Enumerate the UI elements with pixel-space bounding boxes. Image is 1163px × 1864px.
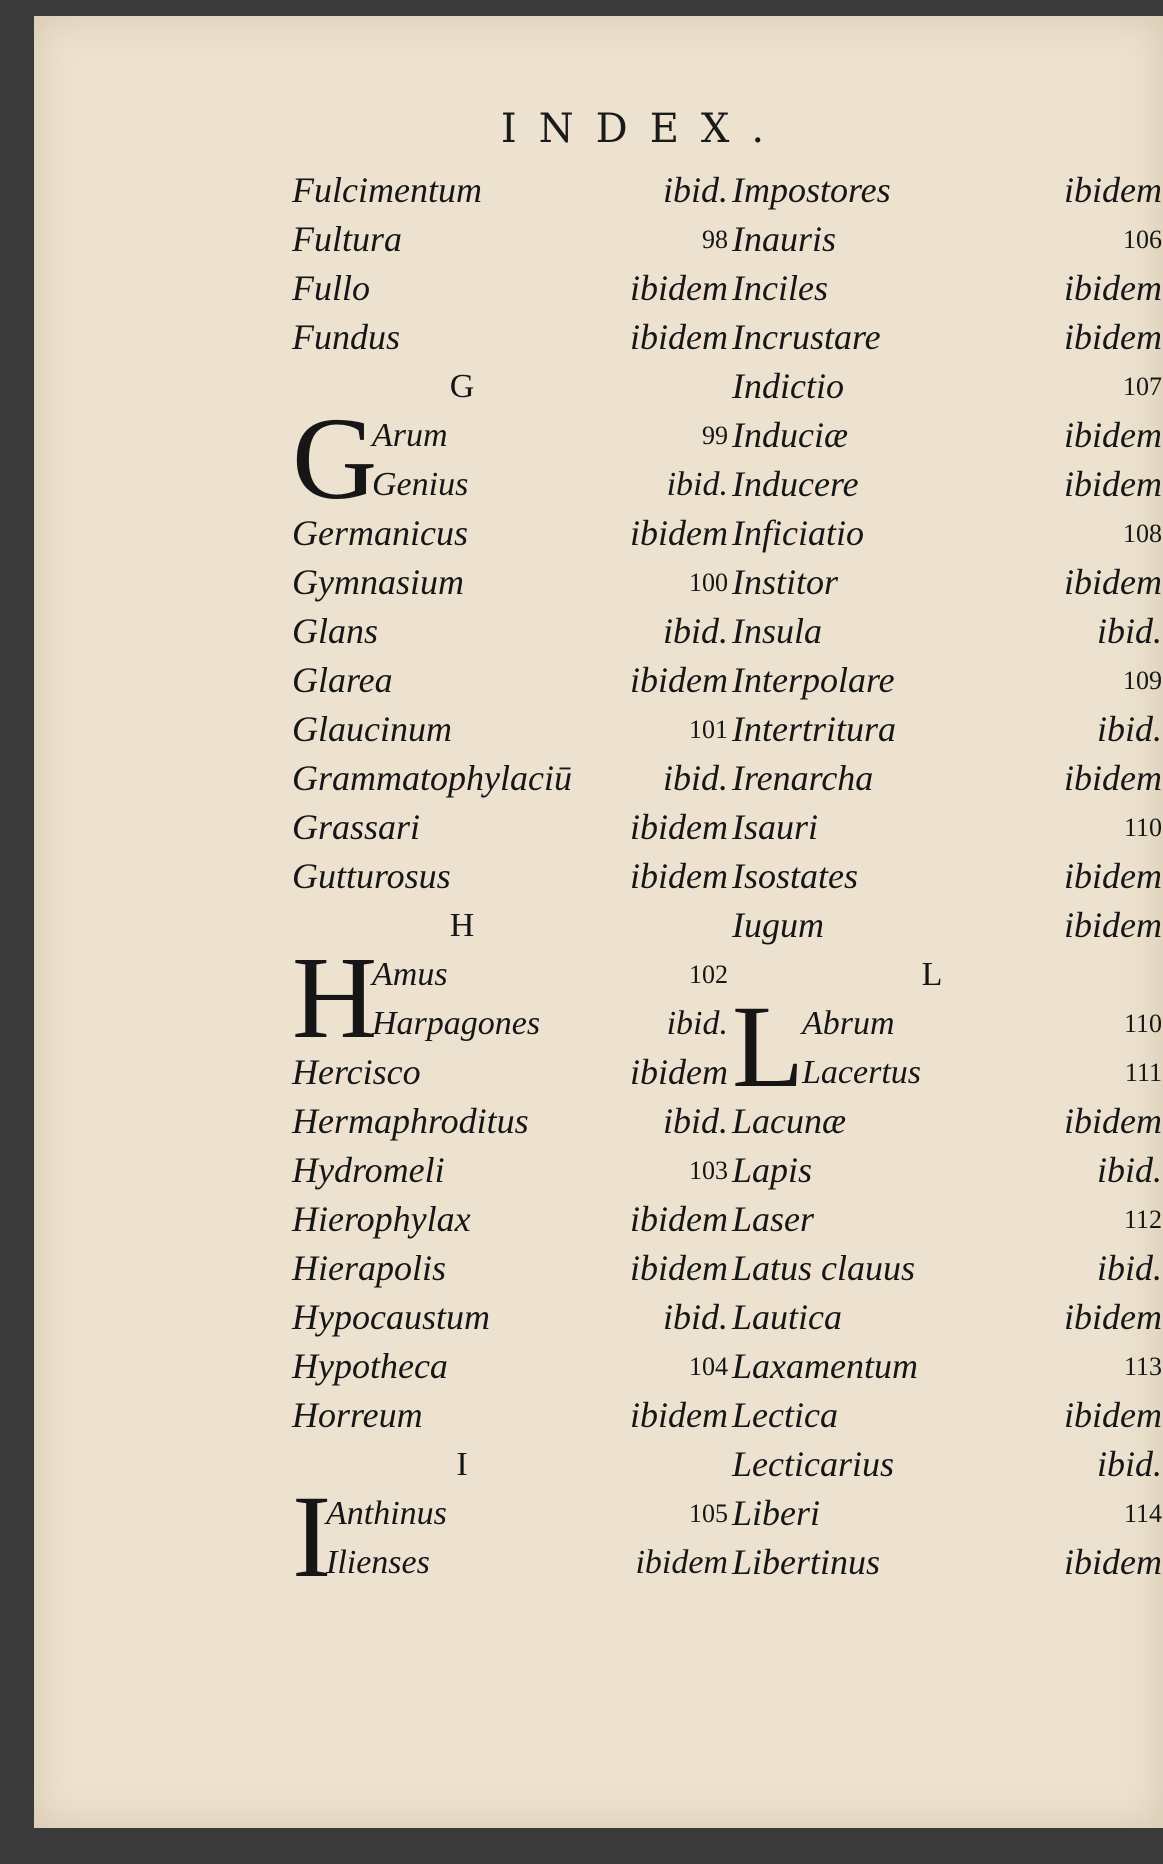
entry-page-ref: ibidem xyxy=(1064,1101,1162,1141)
entry-page-ref: ibid. xyxy=(1096,611,1162,651)
entry-term: Glarea xyxy=(292,660,393,700)
entry-term: Fultura xyxy=(292,219,403,259)
index-entry xyxy=(292,313,752,362)
entry-term: Inducere xyxy=(732,464,859,504)
entry-page-ref: ibid. xyxy=(1096,1248,1162,1288)
index-entry xyxy=(732,754,1163,803)
index-entry xyxy=(292,1538,752,1587)
entry-term: Induciæ xyxy=(732,415,848,455)
entry-term: Horreum xyxy=(292,1395,423,1435)
entry-page-ref: ibidem xyxy=(630,660,728,700)
entry-page-ref: 99 xyxy=(702,421,728,450)
entry-term: Interpolare xyxy=(732,660,895,700)
entry-page-ref: 114 xyxy=(1123,1499,1162,1528)
entry-page-ref: ibid. xyxy=(662,758,728,798)
entry-term: Insula xyxy=(732,611,822,651)
entry-page-ref: 100 xyxy=(689,568,728,597)
entry-page-ref: ibid. xyxy=(1096,1150,1162,1190)
index-entry xyxy=(732,166,1163,215)
entry-page-ref: ibid. xyxy=(1096,1444,1162,1484)
entry-term: Fundus xyxy=(292,317,400,357)
entry-page-ref: ibidem xyxy=(1064,170,1162,210)
entry-term: Isostates xyxy=(732,856,858,896)
entry-term: Inciles xyxy=(732,268,828,308)
entry-page-ref: ibidem xyxy=(1064,758,1162,798)
index-entry xyxy=(292,656,752,705)
entry-term: Hydromeli xyxy=(292,1150,445,1190)
index-entry xyxy=(732,705,1163,754)
entry-page-ref: ibid. xyxy=(662,170,728,210)
index-entry xyxy=(732,1489,1163,1538)
index-entry xyxy=(292,705,752,754)
entry-term: Germanicus xyxy=(292,513,468,553)
entry-page-ref: 107 xyxy=(1123,372,1162,401)
section-letter: G xyxy=(449,368,475,405)
index-entry xyxy=(732,313,1163,362)
index-entry xyxy=(732,803,1163,852)
index-entry xyxy=(292,1293,752,1342)
entry-term: Gutturosus xyxy=(292,856,451,896)
index-entry xyxy=(732,999,1163,1048)
entry-term: Arum xyxy=(372,417,448,454)
drop-cap-initial: L xyxy=(732,981,805,1112)
entry-term: Intertritura xyxy=(732,709,897,749)
section-letter: I xyxy=(456,1446,468,1483)
entry-page-ref: ibidem xyxy=(1064,562,1162,602)
index-entry xyxy=(292,852,752,901)
entry-term: Impostores xyxy=(732,170,891,210)
entry-term: Lectica xyxy=(732,1395,838,1435)
index-entry xyxy=(292,1048,752,1097)
entry-term: Gymnasium xyxy=(292,562,464,602)
index-entry xyxy=(292,607,752,656)
index-entry xyxy=(732,852,1163,901)
page-title: INDEX. xyxy=(500,106,787,152)
entry-page-ref: ibidem xyxy=(1064,317,1162,357)
entry-term: Hercisco xyxy=(292,1052,421,1092)
drop-cap-block xyxy=(292,1471,752,1602)
entry-term: Incrustare xyxy=(732,317,881,357)
index-entry xyxy=(292,215,752,264)
index-entry xyxy=(292,1489,752,1538)
index-entry xyxy=(732,901,1163,950)
index-entry xyxy=(732,264,1163,313)
entry-page-ref: ibidem xyxy=(630,317,728,357)
index-entry xyxy=(732,1195,1163,1244)
entry-term: Hypocaustum xyxy=(292,1297,490,1337)
entry-page-ref: 101 xyxy=(689,715,728,744)
entry-term: Laxamentum xyxy=(732,1346,918,1386)
index-column-left xyxy=(292,166,752,1602)
index-entry xyxy=(732,1391,1163,1440)
entry-term: Irenarcha xyxy=(732,758,874,798)
entry-term: Isauri xyxy=(732,807,819,847)
book-page xyxy=(34,16,1163,1828)
entry-term: Inauris xyxy=(732,219,837,259)
index-entry xyxy=(292,1391,752,1440)
index-entry xyxy=(292,166,752,215)
drop-cap-initial: H xyxy=(292,932,378,1063)
drop-cap-block xyxy=(292,932,752,1063)
entry-term: Glans xyxy=(292,611,379,651)
index-entry xyxy=(732,607,1163,656)
entry-term: Harpagones xyxy=(372,1005,541,1042)
index-entry xyxy=(732,1048,1163,1097)
entry-term: Fullo xyxy=(292,268,370,308)
entry-page-ref: ibidem xyxy=(1064,415,1162,455)
entry-term: Libertinus xyxy=(732,1542,881,1582)
index-entry xyxy=(732,656,1163,705)
entry-page-ref: ibidem xyxy=(630,807,728,847)
entry-term: Glaucinum xyxy=(292,709,452,749)
entry-page-ref: 103 xyxy=(689,1156,728,1185)
index-entry xyxy=(292,950,752,999)
entry-page-ref: ibidem xyxy=(630,513,728,553)
entry-page-ref: ibidem xyxy=(1064,1395,1162,1435)
index-entry xyxy=(292,558,752,607)
entry-page-ref: ibid. xyxy=(662,611,728,651)
index-entry xyxy=(732,509,1163,558)
entry-term: Grassari xyxy=(292,807,421,847)
entry-term: Lecticarius xyxy=(732,1444,894,1484)
drop-cap-initial: I xyxy=(292,1471,332,1602)
index-entry xyxy=(732,1244,1163,1293)
index-entry xyxy=(292,1146,752,1195)
entry-term: Liberi xyxy=(732,1493,821,1533)
entry-term: Lacunæ xyxy=(732,1101,847,1141)
index-entry xyxy=(292,411,752,460)
entry-term: Lautica xyxy=(732,1297,843,1337)
section-letter: H xyxy=(449,907,475,944)
entry-term: Lacertus xyxy=(802,1054,921,1091)
index-entry xyxy=(732,411,1163,460)
entry-page-ref: 113 xyxy=(1123,1352,1162,1381)
entry-page-ref: ibid. xyxy=(1096,709,1162,749)
entry-page-ref: ibidem xyxy=(630,1248,728,1288)
index-entry xyxy=(732,1440,1163,1489)
drop-cap-block xyxy=(732,981,1163,1112)
drop-cap-block xyxy=(292,393,752,524)
section-letter: L xyxy=(921,956,943,993)
entry-page-ref: ibidem xyxy=(1064,905,1162,945)
index-entry xyxy=(732,215,1163,264)
entry-term: Genius xyxy=(372,466,469,503)
entry-page-ref: ibidem xyxy=(1064,464,1162,504)
index-entry xyxy=(732,1146,1163,1195)
entry-term: Hierophylax xyxy=(292,1199,471,1239)
entry-page-ref: 102 xyxy=(689,960,728,989)
drop-cap-initial: G xyxy=(292,393,378,524)
entry-page-ref: ibidem xyxy=(1064,1542,1162,1582)
index-entry xyxy=(292,509,752,558)
entry-term: Hypotheca xyxy=(292,1346,448,1386)
entry-page-ref: ibidem xyxy=(1064,1297,1162,1337)
entry-term: Lapis xyxy=(732,1150,813,1190)
entry-page-ref: 109 xyxy=(1123,666,1162,695)
entry-term: Fulcimentum xyxy=(292,170,482,210)
entry-page-ref: ibid. xyxy=(666,1005,728,1042)
entry-page-ref: 108 xyxy=(1123,519,1162,548)
index-entry xyxy=(292,803,752,852)
entry-term: Latus clauus xyxy=(732,1248,916,1288)
index-entry xyxy=(292,999,752,1048)
entry-term: Ilienses xyxy=(326,1544,430,1581)
index-entry xyxy=(732,460,1163,509)
index-entry xyxy=(732,362,1163,411)
index-entry xyxy=(732,1293,1163,1342)
entry-page-ref: ibid. xyxy=(666,466,728,503)
entry-page-ref: 105 xyxy=(689,1499,728,1528)
entry-page-ref: ibid. xyxy=(662,1101,728,1141)
index-entry xyxy=(732,558,1163,607)
index-entry xyxy=(732,1538,1163,1587)
entry-term: Amus xyxy=(372,956,448,993)
entry-page-ref: ibidem xyxy=(630,1052,728,1092)
entry-term: Iugum xyxy=(732,905,824,945)
index-entry xyxy=(292,460,752,509)
entry-page-ref: 106 xyxy=(1123,225,1162,254)
index-entry xyxy=(292,1195,752,1244)
entry-page-ref: 98 xyxy=(702,225,728,254)
entry-term: Laser xyxy=(732,1199,815,1239)
entry-term: Anthinus xyxy=(326,1495,447,1532)
index-column-right xyxy=(732,166,1163,1587)
entry-term: Institor xyxy=(732,562,839,602)
index-entry xyxy=(292,754,752,803)
index-entry xyxy=(732,1097,1163,1146)
index-entry xyxy=(292,1244,752,1293)
entry-page-ref: 104 xyxy=(689,1352,728,1381)
entry-page-ref: 110 xyxy=(1123,1009,1162,1038)
entry-page-ref: ibid. xyxy=(662,1297,728,1337)
entry-page-ref: 110 xyxy=(1123,813,1162,842)
index-entry xyxy=(292,1097,752,1146)
entry-term: Hierapolis xyxy=(292,1248,447,1288)
entry-page-ref: 112 xyxy=(1123,1205,1162,1234)
index-entry xyxy=(292,264,752,313)
entry-page-ref: ibidem xyxy=(635,1544,728,1581)
entry-term: Abrum xyxy=(802,1005,895,1042)
entry-page-ref: ibidem xyxy=(630,268,728,308)
entry-page-ref: ibidem xyxy=(1064,856,1162,896)
entry-page-ref: ibidem xyxy=(1064,268,1162,308)
entry-page-ref: ibidem xyxy=(630,1199,728,1239)
entry-term: Inficiatio xyxy=(732,513,864,553)
entry-term: Hermaphroditus xyxy=(292,1101,529,1141)
index-entry xyxy=(732,1342,1163,1391)
entry-page-ref: ibidem xyxy=(630,1395,728,1435)
entry-page-ref: 111 xyxy=(1124,1058,1162,1087)
entry-term: Indictio xyxy=(732,366,844,406)
entry-term: Grammatophylaciū xyxy=(292,758,572,798)
index-entry xyxy=(292,1342,752,1391)
entry-page-ref: ibidem xyxy=(630,856,728,896)
